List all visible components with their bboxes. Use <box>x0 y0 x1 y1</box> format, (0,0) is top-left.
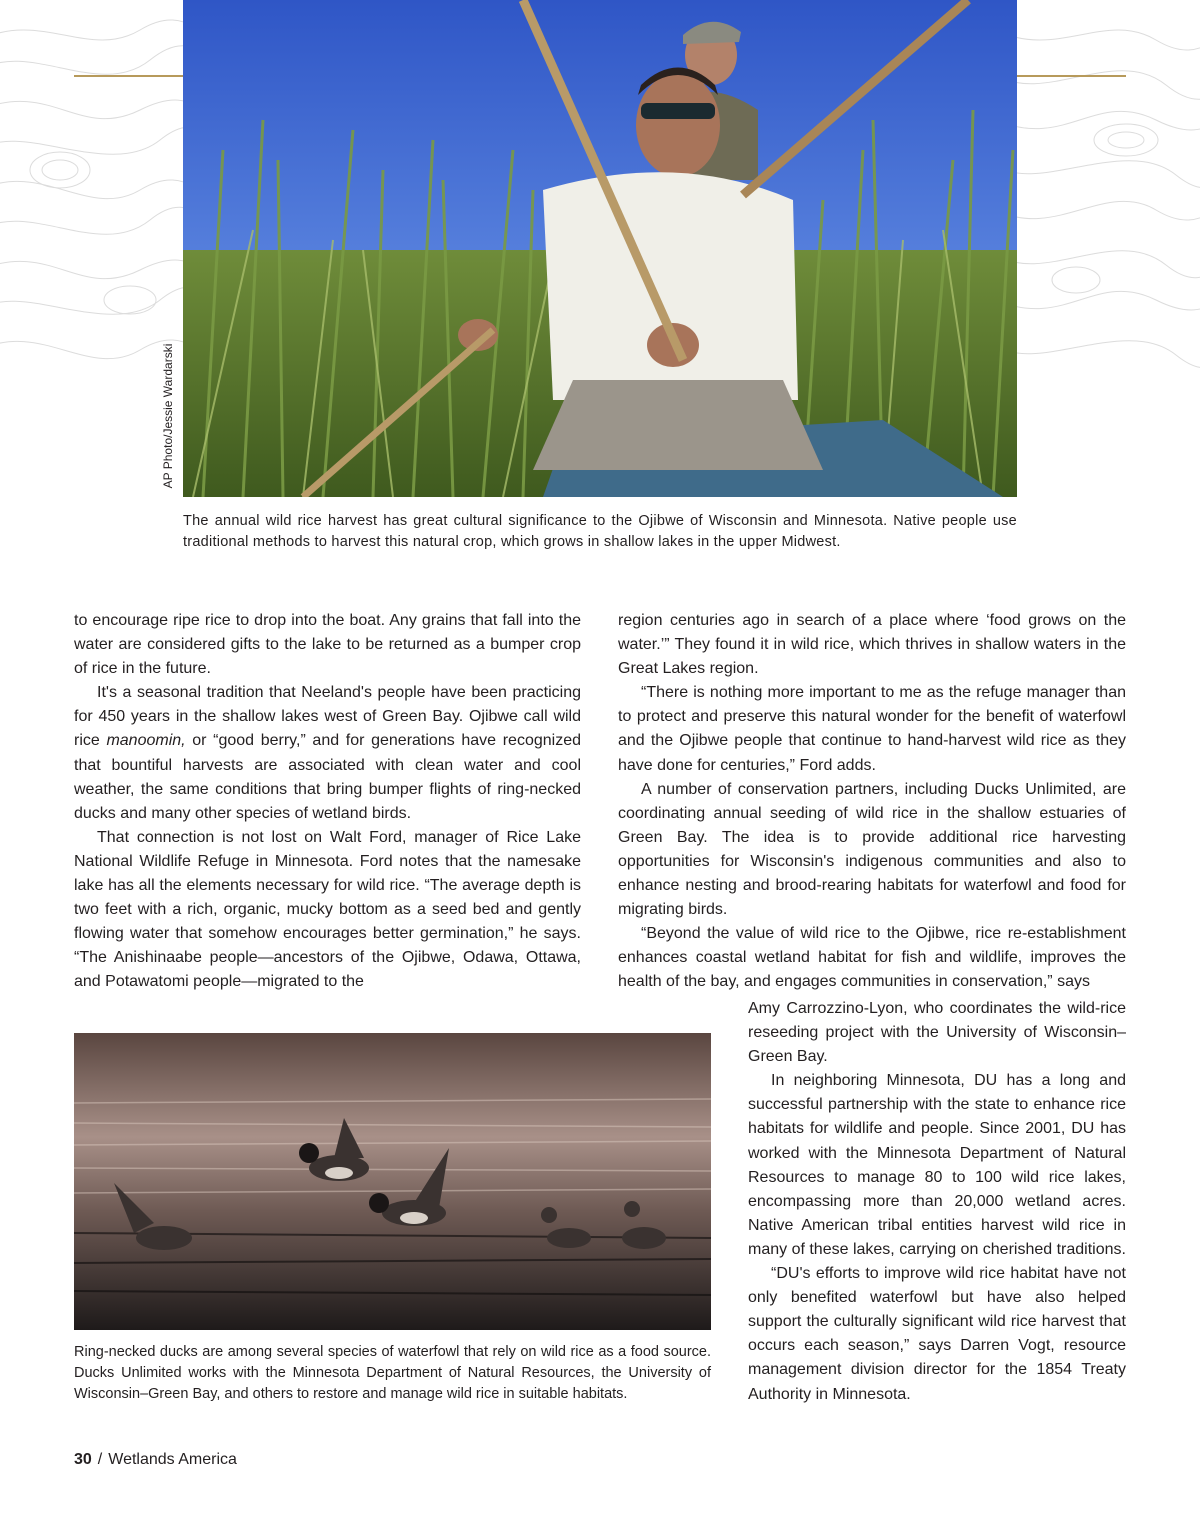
gold-rule-left <box>74 75 184 77</box>
topographic-pattern-right <box>1016 0 1200 400</box>
photo-credit <box>160 335 176 497</box>
article-column-right <box>618 609 1126 995</box>
article-paragraph: Amy Carrozzino-Lyon, who coordinates the wild-rice reseeding project with the University of Wisconsin–Green Bay. <box>748 1000 1126 1066</box>
gold-rule-right <box>1016 75 1126 77</box>
article-paragraph: to encourage ripe rice to drop into the boat. Any grains that fall into the water are considered gifts to the lake to be returned as a bumper crop of rice in the future. <box>74 612 581 678</box>
photo-caption-top: The annual wild rice harvest has great cultural significance to the Ojibwe of Wisconsin and Minnesota. Native people use traditional methods to harvest this natural crop, which grows in shallow lakes in the upper Midwest. <box>183 513 1017 550</box>
article-paragraph: region centuries ago in search of a place where ‘food grows on the water.’” They found it in wild rice, which thrives in shallow waters in the Great Lakes region. <box>618 612 1126 678</box>
article-column-left <box>74 609 581 995</box>
topographic-pattern-left <box>0 0 184 400</box>
article-paragraph: “There is nothing more important to me as the refuge manager than to protect and preserve this natural wonder for the benefit of waterfowl and the Ojibwe people that continue to hand-harvest wild rice as they have done for centuries,” Ford adds. <box>618 684 1126 774</box>
article-paragraph: That connection is not lost on Walt Ford, manager of Rice Lake National Wildlife Refuge in Minnesota. Ford notes that the namesake lake has all the elements necessary for wild rice. “The average depth is two feet with a rich, organic, mucky bottom as a seed bed and gently flowing water that somehow encourages better germination,” he says. “The Anishinaabe people—ancestors of the Ojibwe, Odawa, Ottawa, and Potawatomi people—migrated to the <box>74 828 581 991</box>
article-paragraph: It's a seasonal tradition that Neeland's people have been practicing for 450 years in the shallow lakes west of Green Bay. Ojibwe call wild rice manoomin, or “good berry,” and for generations have recognized that bountiful harvests are associated with clean water and cool weather, the same conditions that bring bumper flights of ring-necked ducks and many other species of wetland birds. <box>74 684 582 822</box>
article-column-right-narrow <box>748 997 1126 1407</box>
wild-rice-harvest-photo <box>183 0 1017 497</box>
footer-separator: / <box>97 1451 103 1468</box>
photo-caption-ducks: Ring-necked ducks are among several species of waterfowl that rely on wild rice as a food source. Ducks Unlimited works with the Minnesota Department of Natural Resources, the University of Wisconsin–Green Bay, and others to restore and manage wild rice in suitable habitats. <box>74 1344 711 1402</box>
page-number: 30 <box>74 1451 92 1468</box>
italic-term: manoomin, <box>106 732 186 750</box>
ring-necked-ducks-photo <box>74 1033 711 1330</box>
article-paragraph: In neighboring Minnesota, DU has a long and successful partnership with the state to enhance rice habitats for wildlife and people. Since 2001, DU has worked with the Minnesota Department of Natural Resources to manage 80 to 100 wild rice lakes, encompassing more than 20,000 wetland acres. Native American tribal entities harvest wild rice in many of these lakes, carrying on cherished traditions. <box>748 1072 1126 1258</box>
publication-name: Wetlands America <box>108 1451 237 1468</box>
article-paragraph: “Beyond the value of wild rice to the Ojibwe, rice re-establishment enhances coastal wetland habitat for fish and wildlife, improves the health of the bay, and engages communities in conservation,” says <box>618 925 1126 991</box>
article-paragraph: “DU's efforts to improve wild rice habitat have not only benefited waterfowl but have also helped support the culturally significant wild rice harvest that occurs each season,” says Darren Vogt, resource management division director for the 1854 Treaty Authority in Minnesota. <box>748 1265 1126 1403</box>
article-paragraph: A number of conservation partners, including Ducks Unlimited, are coordinating annual seeding of wild rice in the shallow estuaries of Green Bay. The idea is to provide additional rice harvesting opportunities for Wisconsin's indigenous communities and also to enhance nesting and brood-rearing habitats for waterfowl and food for migrating birds. <box>618 780 1126 919</box>
page-footer <box>74 1451 237 1469</box>
photo-credit-text: AP Photo/Jessie Wardarski <box>161 343 175 489</box>
